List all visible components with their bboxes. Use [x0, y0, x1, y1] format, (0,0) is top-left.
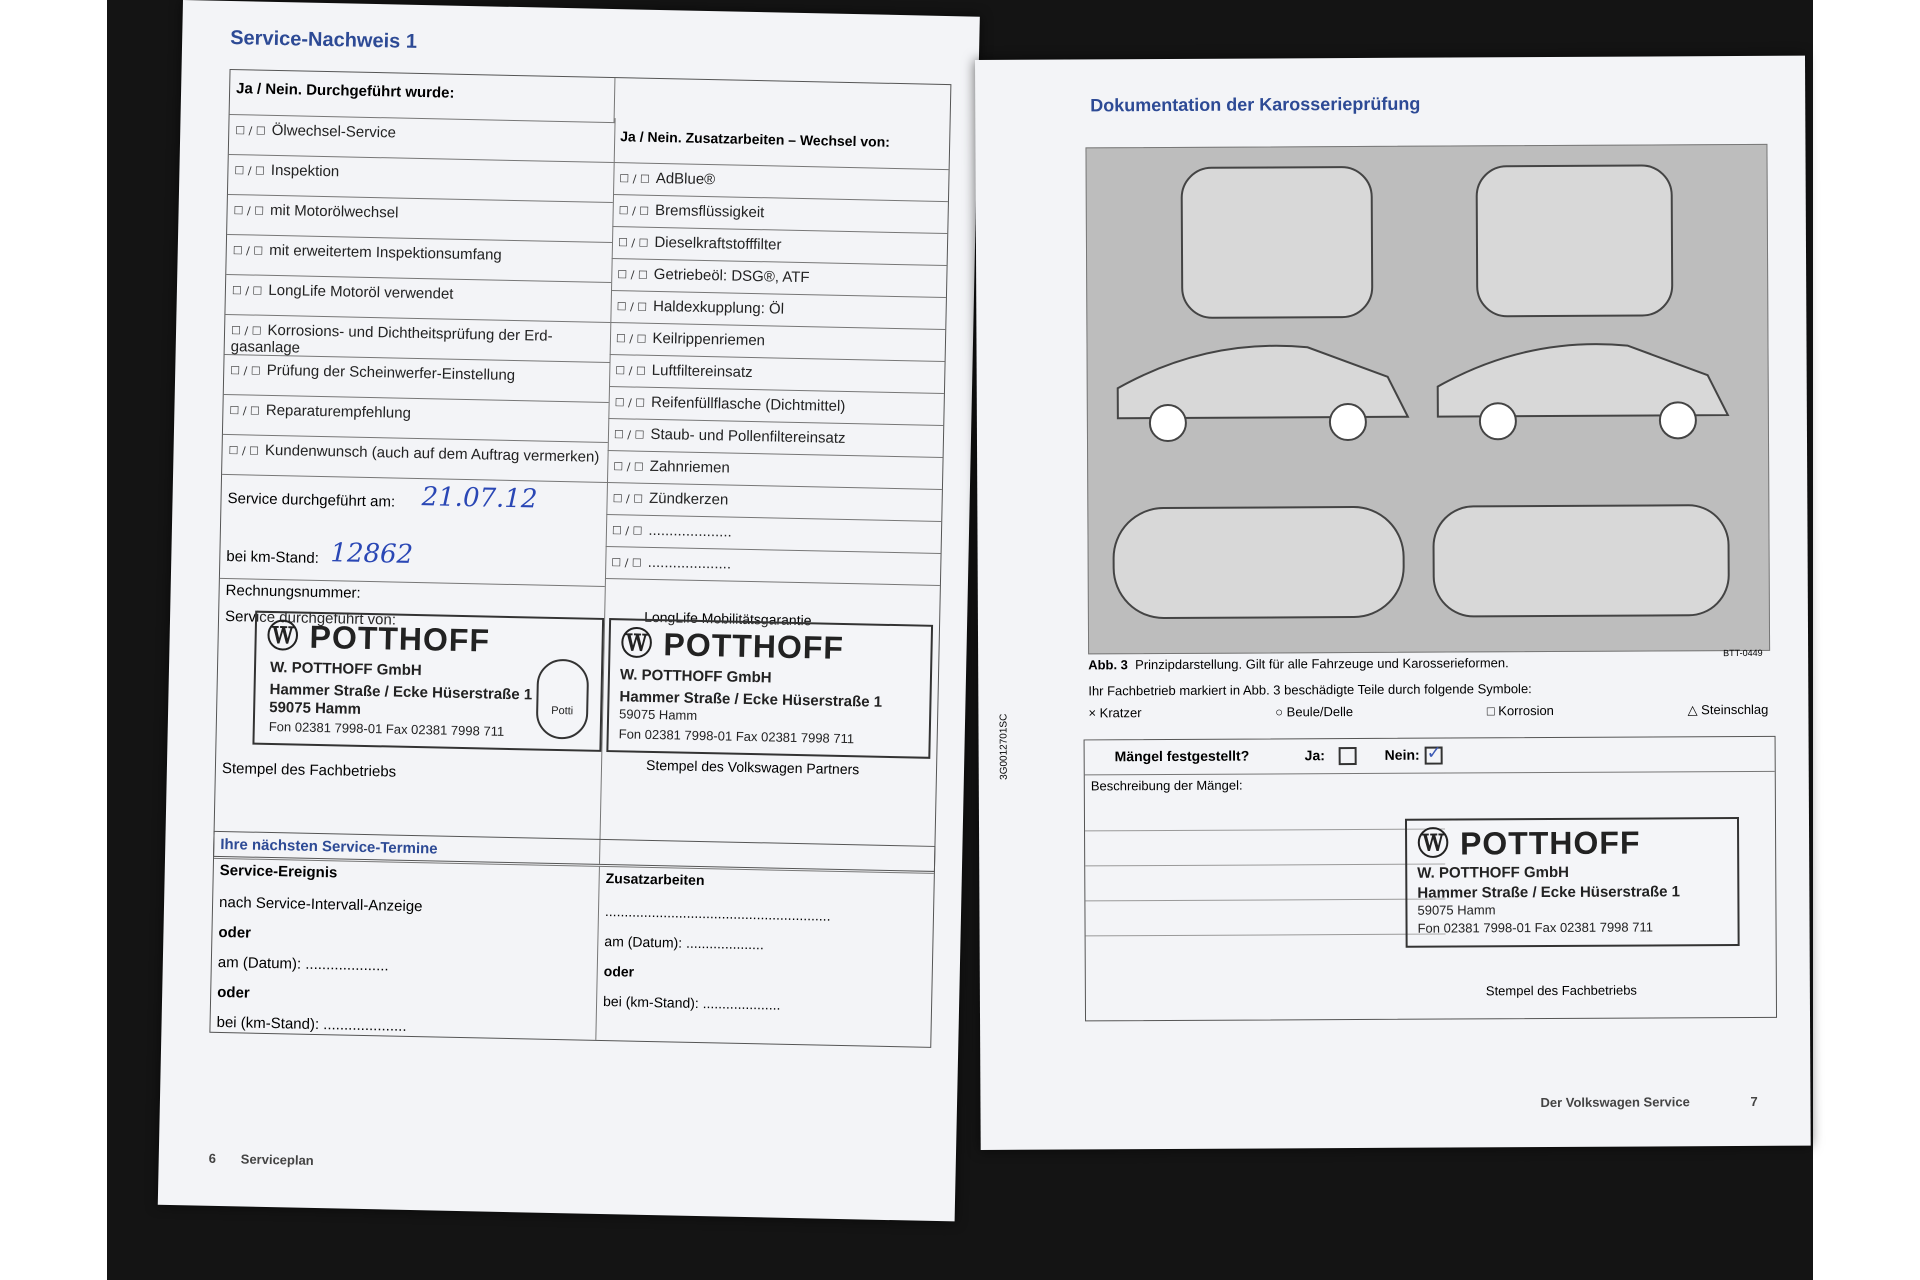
col2-label: Getriebeöl: DSG®, ATF	[653, 265, 810, 287]
service-by-label: Service durchgeführt von:	[224, 608, 397, 629]
yes-no-checkbox-icon[interactable]: ☐ / ☐	[229, 404, 260, 418]
yes-no-checkbox-icon[interactable]: ☐ / ☐	[612, 492, 644, 506]
col1-label: Reparaturempfehlung	[265, 401, 412, 422]
next-item: am (Datum): ....................	[217, 953, 389, 975]
col1-label: mit Motorölwechsel	[269, 201, 399, 222]
car-diagram	[1085, 144, 1770, 655]
col2-label: ....................	[647, 553, 732, 573]
stamp-phone: Fon 02381 7998-01 Fax 02381 7998 711	[268, 718, 505, 739]
next-item: bei (km-Stand): ....................	[602, 993, 781, 1013]
col2-label: Luftfiltereinsatz	[651, 361, 753, 382]
figure-code: BTT-0449	[1723, 647, 1763, 659]
next-service-events	[216, 888, 423, 1042]
check-icon: ✓	[1426, 742, 1442, 764]
service-table	[213, 69, 951, 872]
stamp-label-dealer: Stempel des Fachbetriebs	[221, 759, 397, 781]
stamp-company: W. POTTHOFF GmbH	[619, 666, 772, 687]
next-item: nach Service-Intervall-Anzeige	[218, 893, 423, 916]
next-item: am (Datum): ....................	[604, 933, 764, 953]
symbol-legend-item: × Kratzer	[1088, 705, 1142, 721]
yes-no-checkbox-icon[interactable]: ☐ / ☐	[231, 284, 263, 298]
col1-label: Inspektion	[270, 161, 340, 181]
yes-no-checkbox-icon[interactable]: ☐ / ☐	[615, 332, 647, 346]
defects-no-label: Nein:	[1384, 746, 1420, 763]
col2-list	[605, 163, 949, 586]
stamp-brand: POTTHOFF	[663, 626, 845, 666]
symbol-legend-item: □ Korrosion	[1486, 702, 1554, 719]
vw-logo-icon: Ⓦ	[620, 625, 655, 662]
yes-no-checkbox-icon[interactable]: ☐ / ☐	[234, 164, 265, 178]
col1-label: LongLife Motoröl verwendet	[268, 281, 454, 303]
col2-label: Haldexkupplung: Öl	[652, 297, 785, 318]
figure-caption	[1088, 655, 1509, 672]
right-page	[975, 56, 1811, 1150]
yes-no-checkbox-icon[interactable]: ☐ / ☐	[617, 236, 649, 250]
stamp-street: Hammer Straße / Ecke Hüserstraße 1	[1417, 883, 1681, 902]
stamp-label: Stempel des Fachbetriebs	[1485, 982, 1637, 999]
stamp-company: W. POTTHOFF GmbH	[1417, 863, 1569, 882]
page-title: Dokumentation der Karosserieprüfung	[1090, 93, 1421, 116]
yes-no-checkbox-icon[interactable]: ☐ / ☐	[616, 300, 648, 314]
col1-label: Korrosions- und Dichtheitsprüfung der Erd-gasanlage	[230, 321, 553, 357]
yes-no-checkbox-icon[interactable]: ☐ / ☐	[232, 244, 264, 258]
left-page	[158, 0, 980, 1221]
stamp-street: Hammer Straße / Ecke Hüserstraße 1	[269, 680, 533, 704]
service-date-label: Service durchgeführt am:	[227, 490, 396, 511]
next-item: oder	[603, 963, 635, 980]
partner-stamp	[606, 618, 933, 759]
yes-no-checkbox-icon[interactable]: ☐ / ☐	[235, 124, 266, 138]
invoice-label: Rechnungsnummer:	[225, 582, 361, 602]
stamp-brand: POTTHOFF	[1459, 824, 1641, 862]
col1-label: Prüfung der Scheinwerfer-Einstellung	[266, 361, 516, 385]
stamp-label-partner: Stempel des Volkswagen Partners	[645, 756, 860, 778]
col2-label: ....................	[648, 521, 732, 541]
page-section: Serviceplan	[240, 1151, 314, 1168]
symbol-legend-item: ○ Beule/Delle	[1275, 704, 1354, 720]
stamp-phone: Fon 02381 7998-01 Fax 02381 7998 711	[1417, 919, 1653, 936]
service-date-value: 21.07.12	[421, 482, 538, 515]
yes-no-checkbox-icon[interactable]: ☐ / ☐	[228, 444, 260, 458]
description-label: Beschreibung der Mängel:	[1090, 777, 1243, 794]
next-item: bei (km-Stand): ....................	[216, 1013, 407, 1035]
col1-label: Ölwechsel-Service	[271, 121, 397, 142]
dealer-stamp	[252, 611, 604, 752]
symbol-legend	[1088, 702, 1768, 722]
col2-label: Staub- und Pollenfiltereinsatz	[650, 425, 846, 447]
col2-label: Bremsflüssigkeit	[654, 201, 765, 222]
km-value: 12862	[330, 538, 414, 570]
col1-row	[222, 435, 608, 483]
figure-caption-text: Prinzipdarstellung. Gilt für alle Fahrzeuge und Karosserieformen.	[1135, 655, 1509, 673]
yes-no-checkbox-icon[interactable]: ☐ / ☐	[618, 204, 650, 218]
stamp-city: 59075 Hamm	[269, 698, 362, 718]
yes-no-checkbox-icon[interactable]: ☐ / ☐	[614, 396, 646, 410]
defects-yes-label: Ja:	[1304, 747, 1325, 764]
col1-list	[222, 115, 614, 483]
yes-no-checkbox-icon[interactable]: ☐ / ☐	[613, 428, 645, 442]
defects-yes-checkbox[interactable]	[1339, 747, 1357, 765]
km-label: bei km-Stand:	[226, 548, 320, 567]
yes-no-checkbox-icon[interactable]: ☐ / ☐	[615, 364, 646, 378]
col2-label: Dieselkraftstofffilter	[654, 233, 782, 254]
col2-label: Reifenfüllflasche (Dichtmittel)	[650, 393, 846, 415]
col2-label: AdBlue®	[655, 169, 716, 189]
col2-label: Zahnriemen	[649, 457, 730, 477]
mobility-label: LongLife Mobilitätsgarantie	[644, 608, 812, 629]
col1-label: Kundenwunsch (auch auf dem Auftrag vermerken)	[264, 441, 600, 466]
next-item: ..........................................................	[604, 903, 831, 924]
stamp-street: Hammer Straße / Ecke Hüserstraße 1	[619, 688, 883, 711]
col2-label: Keilrippenriemen	[652, 329, 766, 350]
col2-label: Zündkerzen	[648, 489, 729, 509]
yes-no-checkbox-icon[interactable]: ☐ / ☐	[230, 324, 262, 338]
yes-no-checkbox-icon[interactable]: ☐ / ☐	[617, 268, 648, 282]
yes-no-checkbox-icon[interactable]: ☐ / ☐	[611, 524, 643, 538]
defects-no-checkbox[interactable]	[1425, 742, 1443, 765]
next-extra-work	[603, 896, 831, 1021]
col1-header: Ja / Nein. Durchgeführt wurde:	[230, 70, 616, 123]
vw-logo-icon: Ⓦ	[266, 617, 301, 655]
car-outlines-icon	[1086, 145, 1769, 654]
col2-header: Ja / Nein. Zusatzarbeiten – Wechsel von:	[614, 118, 950, 170]
next-item: oder	[217, 983, 250, 1002]
page-number: 6	[208, 1150, 217, 1166]
yes-no-checkbox-icon[interactable]: ☐ / ☐	[611, 556, 642, 570]
defects-box	[1084, 736, 1777, 1022]
next-service-table	[209, 831, 935, 1048]
stamp-phone: Fon 02381 7998-01 Fax 02381 7998 711	[618, 726, 855, 747]
page-title: Service-Nachweis 1	[229, 26, 418, 53]
col1-label: mit erweitertem Inspektionsumfang	[269, 241, 502, 264]
document-code: 3G0012701SC	[998, 713, 1010, 780]
page-number: 7	[1750, 1093, 1758, 1109]
footer-section: Der Volkswagen Service	[1540, 1094, 1690, 1111]
stamp-brand: POTTHOFF	[309, 618, 491, 659]
stamp-company: W. POTTHOFF GmbH	[269, 658, 422, 680]
dealer-stamp-right	[1405, 817, 1740, 948]
yes-no-checkbox-icon[interactable]: ☐ / ☐	[230, 364, 261, 378]
next-col1-header: Service-Ereignis	[219, 861, 338, 882]
vw-logo-icon: Ⓦ	[1417, 825, 1451, 862]
next-col2-header: Zusatzarbeiten	[605, 870, 705, 889]
symbol-legend-item: △ Steinschlag	[1687, 701, 1769, 718]
stamp-city: 59075 Hamm	[1417, 902, 1496, 918]
col2-row	[605, 547, 941, 586]
mascot-icon: Potti	[536, 659, 590, 740]
yes-no-checkbox-icon[interactable]: ☐ / ☐	[233, 204, 265, 218]
next-service-title: Ihre nächsten Service-Termine	[220, 835, 438, 858]
next-item: oder	[218, 923, 252, 942]
instruction-text: Ihr Fachbetrieb markiert in Abb. 3 beschädigte Teile durch folgende Symbole:	[1088, 681, 1532, 699]
stamp-city: 59075 Hamm	[618, 706, 698, 723]
figure-label: Abb. 3	[1088, 657, 1128, 673]
defects-label: Mängel festgestellt?	[1114, 747, 1250, 765]
yes-no-checkbox-icon[interactable]: ☐ / ☐	[619, 172, 650, 186]
yes-no-checkbox-icon[interactable]: ☐ / ☐	[613, 460, 644, 474]
